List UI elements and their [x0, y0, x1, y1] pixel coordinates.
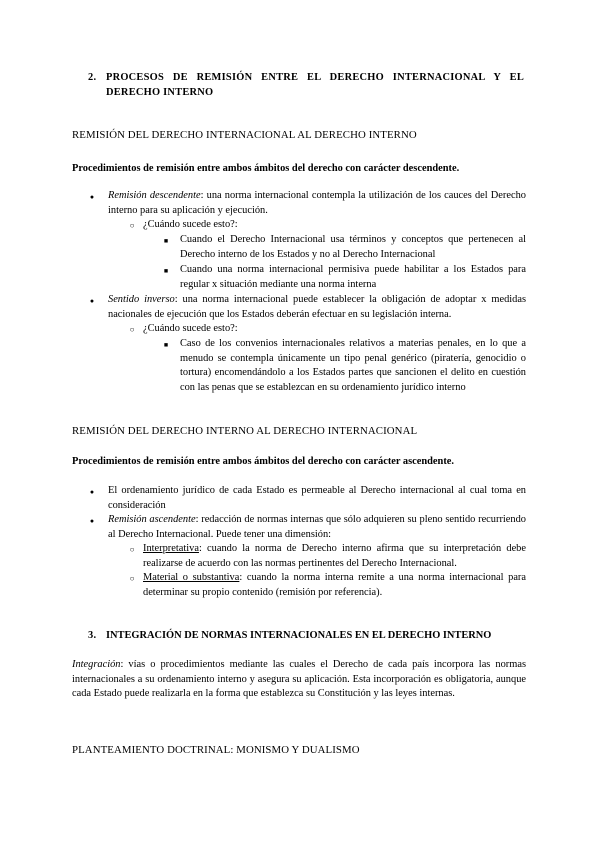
section-3-paragraph [72, 658, 526, 702]
block-2-bullet-2-sub-1-text: : cuando la norma de Derecho interno afirma que su interpretación debe realizarse de acuerdo con las normas pertinentes del Derecho Internacional. [143, 543, 526, 569]
planteamiento-heading: PLANTEAMIENTO DOCTRINAL: MONISMO Y DUALISMO [72, 744, 360, 756]
block-2-procedure: Procedimientos de remisión entre ambos ámbitos del derecho con carácter ascendente. [72, 456, 454, 467]
section-3-paragraph-text: : vías o procedimientos mediante las cuales el Derecho de cada país incorpora las normas internacionales a su ordenamiento interno y asegura su aplicación. Esta incorporación es obligatoria, aunque cada Estado puede realizarla en la forma que establezca su Constitución y las leyes internas. [72, 659, 526, 700]
block-1-heading: REMISIÓN DEL DERECHO INTERNACIONAL AL DERECHO INTERNO [72, 129, 417, 141]
bullet-dot [87, 294, 97, 309]
bullet-dot [87, 190, 97, 205]
block-2-bullet-2-text: : redacción de normas internas que sólo adquieren su pleno sentido recurriendo al Derecho Internacional. Puede tener una dimensión: [108, 514, 526, 540]
block-1-bullet-2-text: : una norma internacional puede establecer la obligación de adoptar x medidas nacionales de ejecución que los Estados deberán efectuar en su legislación interna. [108, 294, 527, 320]
term-material-substantiva: Material o substantiva [143, 572, 240, 583]
block-1-procedure: Procedimientos de remisión entre ambos ámbitos del derecho con carácter descendente. [72, 163, 460, 174]
term-sentido-inverso: Sentido inverso [108, 294, 175, 305]
block-2-bullet-2 [108, 513, 526, 542]
block-2-bullet-1: El ordenamiento jurídico de cada Estado es permeable al Derecho internacional al cual toma en consideración [108, 485, 526, 511]
bullet-circle [127, 572, 137, 587]
term-interpretativa: Interpretativa [143, 543, 199, 554]
block-1-bullet-2-question: ¿Cuándo sucede esto?: [143, 323, 238, 334]
bullet-dot [87, 485, 97, 500]
section-3-title: INTEGRACIÓN DE NORMAS INTERNACIONALES EN EL DERECHO INTERNO [106, 630, 492, 641]
block-1-bullet-2-sub-1: Caso de los convenios internacionales relativos a materias penales, en lo que a menudo se contempla únicamente un tipo penal genérico (piratería, genocidio o tortura) encomendándolo a los Estados partes que sancionen el delito en cuestión con las penas que se establezcan en su ordenamiento jurídico interno [180, 338, 526, 393]
block-2-bullet-2-sub-1 [143, 542, 526, 571]
term-remision-ascendente: Remisión ascendente [108, 514, 196, 525]
bullet-square [161, 234, 171, 249]
term-remision-descendente: Remisión descendente [108, 190, 201, 201]
bullet-square [161, 338, 171, 353]
block-1-bullet-1 [108, 189, 526, 218]
block-2-bullet-2-sub-2 [143, 571, 526, 600]
bullet-circle [127, 543, 137, 558]
section-2-title-line1: PROCESOS DE REMISIÓN ENTRE EL DERECHO INTERNACIONAL Y EL [106, 72, 524, 83]
bullet-square [161, 264, 171, 279]
block-1-bullet-1-text: : una norma internacional contempla la utilización de los cauces del Derecho interno para su aplicación y ejecución. [108, 190, 526, 216]
bullet-circle [127, 219, 137, 234]
block-2-heading: REMISIÓN DEL DERECHO INTERNO AL DERECHO INTERNACIONAL [72, 425, 418, 437]
term-integracion: Integración [72, 659, 121, 670]
block-1-bullet-1-sub-2: Cuando una norma internacional permisiva puede habilitar a los Estados para regular x situación mediante una norma interna [180, 264, 526, 290]
section-2-title-line2: DERECHO INTERNO [106, 87, 214, 98]
block-1-bullet-2 [108, 293, 526, 322]
section-2-number: 2. [88, 72, 97, 83]
bullet-circle [127, 323, 137, 338]
block-2-bullet-2-sub-2-text: : cuando la norma interna remite a una norma internacional para determinar su propio contenido (remisión por referencia). [143, 572, 526, 598]
block-1-bullet-1-question: ¿Cuándo sucede esto?: [143, 219, 238, 230]
section-3-number: 3. [88, 630, 97, 641]
bullet-dot [87, 514, 97, 529]
block-1-bullet-1-sub-1: Cuando el Derecho Internacional usa términos y conceptos que pertenecen al Derecho interno de los Estados y no al Derecho Internacional [180, 234, 526, 260]
